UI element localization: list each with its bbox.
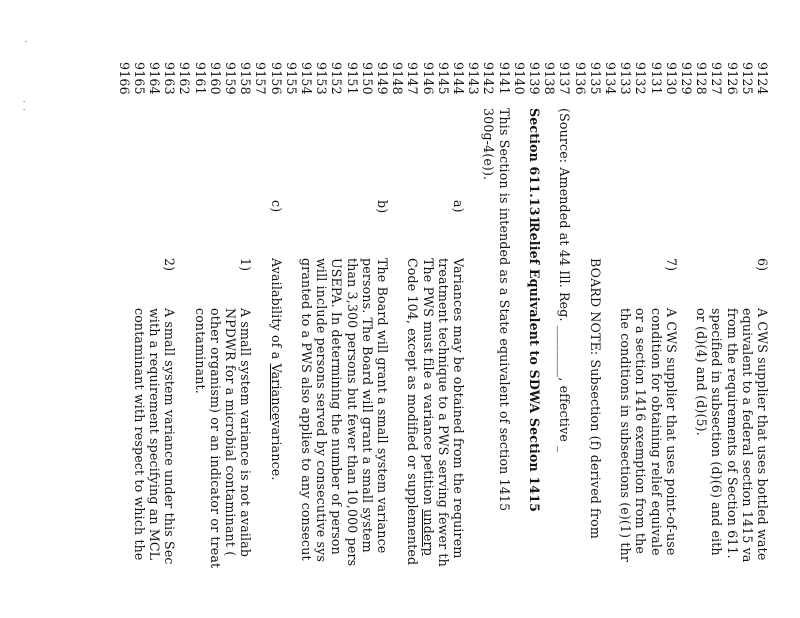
source-note: [557, 108, 572, 453]
line-text: treatment technique to a PWS serving fewer th: [435, 258, 451, 567]
line-text: than 3,300 persons but fewer than 10,000 pers: [344, 258, 360, 567]
line-text: A CWS supplier that uses bottled wate: [755, 308, 770, 561]
board-note: BOARD NOTE: Subsection (f) derived from: [587, 258, 603, 539]
line-text: or (d)(4) and (d)(5).: [694, 308, 710, 436]
item-label: 7): [663, 258, 679, 272]
line-number: 9132: [633, 62, 649, 95]
line-number: 9150: [359, 62, 375, 95]
line-number: 9140: [511, 62, 527, 95]
line-number: 9158: [238, 62, 254, 95]
line-number: 9165: [131, 62, 147, 95]
line-number: 9141: [496, 62, 512, 95]
line-number: 9130: [663, 62, 679, 95]
line-text: 300g-4(e)).: [481, 108, 497, 181]
line-number: 9156: [268, 62, 284, 95]
line-number: 9145: [435, 62, 451, 95]
line-text: the conditions in subsections (e)(1) thr: [618, 308, 634, 563]
line-number: 9125: [739, 62, 755, 95]
line-number: 9157: [253, 62, 269, 95]
line-text: persons. The Board will grant a small system: [359, 258, 375, 553]
line-text: A small system variance under this Sec: [162, 308, 178, 565]
line-text: with a requirement specifying an MCL: [147, 308, 162, 561]
source-text: (Source: Amended at 44 Ill. Reg.: [557, 108, 573, 326]
line-number: 9127: [709, 62, 725, 95]
line-text: NPDWR for a microbial contaminant (: [223, 308, 238, 557]
line-text: The Board will grant a small system variance: [375, 258, 390, 554]
line-number: 9147: [405, 62, 421, 95]
line-number: 9136: [572, 62, 588, 95]
line-text: or a section 1416 exemption from the: [633, 308, 649, 554]
line-number: 9155: [283, 62, 299, 95]
scan-speck: ·: [18, 108, 28, 111]
line-text: will include persons served by consecutive sys: [314, 258, 330, 563]
line-text: Variances may be obtained from the requirem: [451, 258, 466, 559]
line-text: other organism) or an indicator or treat: [207, 308, 223, 569]
line-number: 9163: [162, 62, 178, 95]
line-text: [268, 258, 283, 481]
line-text: specified in subsection (d)(6) and eith: [709, 308, 725, 556]
line-number: 9164: [147, 62, 162, 95]
item-label: 6): [755, 258, 770, 272]
line-number: 9134: [603, 62, 618, 95]
line-text: [420, 258, 435, 556]
line-number: 9152: [329, 62, 345, 95]
line-text: contaminant.: [192, 308, 208, 394]
line-text: A CWS supplier that uses point-of-use: [663, 308, 679, 556]
scan-speck: ·: [20, 40, 30, 43]
line-number: 9129: [679, 62, 694, 95]
source-blank-2: _: [557, 446, 573, 453]
line-number: 9144: [451, 62, 466, 95]
line-number: 9160: [207, 62, 223, 95]
line-number: 9162: [177, 62, 193, 95]
line-number: 9154: [299, 62, 314, 95]
item-label: b): [375, 200, 390, 214]
section-heading: Relief Equivalent to SDWA Section 1415: [527, 222, 542, 513]
line-number: 9139: [527, 62, 542, 95]
line-number: 9149: [375, 62, 390, 95]
line-text: from the requirements of Section 611.: [724, 308, 740, 559]
item-label: 2): [162, 258, 178, 272]
line-text: This Section is intended as a State equivalent of section 1415: [496, 108, 512, 512]
line-number: 9137: [557, 62, 573, 95]
line-text-part: Availability of a: [268, 258, 284, 364]
underlined-text: underp: [420, 509, 436, 556]
line-text-part: The PWS must file a variance petition: [420, 258, 436, 510]
section-number: Section 611.131: [527, 108, 542, 225]
line-number: 9133: [618, 62, 634, 95]
line-text: A small system variance is not availab: [238, 308, 254, 558]
line-number: 9135: [587, 62, 603, 95]
line-number: 9131: [648, 62, 664, 95]
underlined-text: Variance: [268, 363, 284, 421]
item-label: c): [268, 200, 284, 213]
line-number: 9166: [116, 62, 132, 95]
source-blank: ________: [557, 325, 573, 378]
line-number: 9142: [481, 62, 497, 95]
line-text-part: variance.: [268, 420, 284, 481]
line-text: condition for obtaining relief equivale: [648, 308, 664, 556]
line-text: contaminant with respect to which the: [131, 308, 147, 561]
line-number: 9143: [466, 62, 482, 95]
line-text: USEPA. In determining the number of person: [329, 258, 345, 555]
line-number: 9151: [344, 62, 360, 95]
line-number: 9153: [314, 62, 330, 95]
line-number: 9148: [390, 62, 406, 95]
item-label: 1): [238, 258, 254, 272]
line-number: 9126: [724, 62, 740, 95]
line-number: 9159: [223, 62, 238, 95]
line-text: Code 104, except as modified or supplemented: [405, 258, 421, 566]
line-number: 9161: [192, 62, 208, 95]
item-label: a): [451, 200, 466, 213]
line-text: granted to a PWS also applies to any consecut: [299, 258, 314, 561]
line-number: 9124: [755, 62, 770, 95]
line-number: 9128: [694, 62, 710, 95]
source-effective: , effective: [557, 377, 573, 447]
line-number: 9146: [420, 62, 436, 95]
line-text: equivalent to a federal section 1415 va: [739, 308, 755, 563]
scan-speck: ·: [18, 100, 28, 103]
line-number: 9138: [542, 62, 558, 95]
